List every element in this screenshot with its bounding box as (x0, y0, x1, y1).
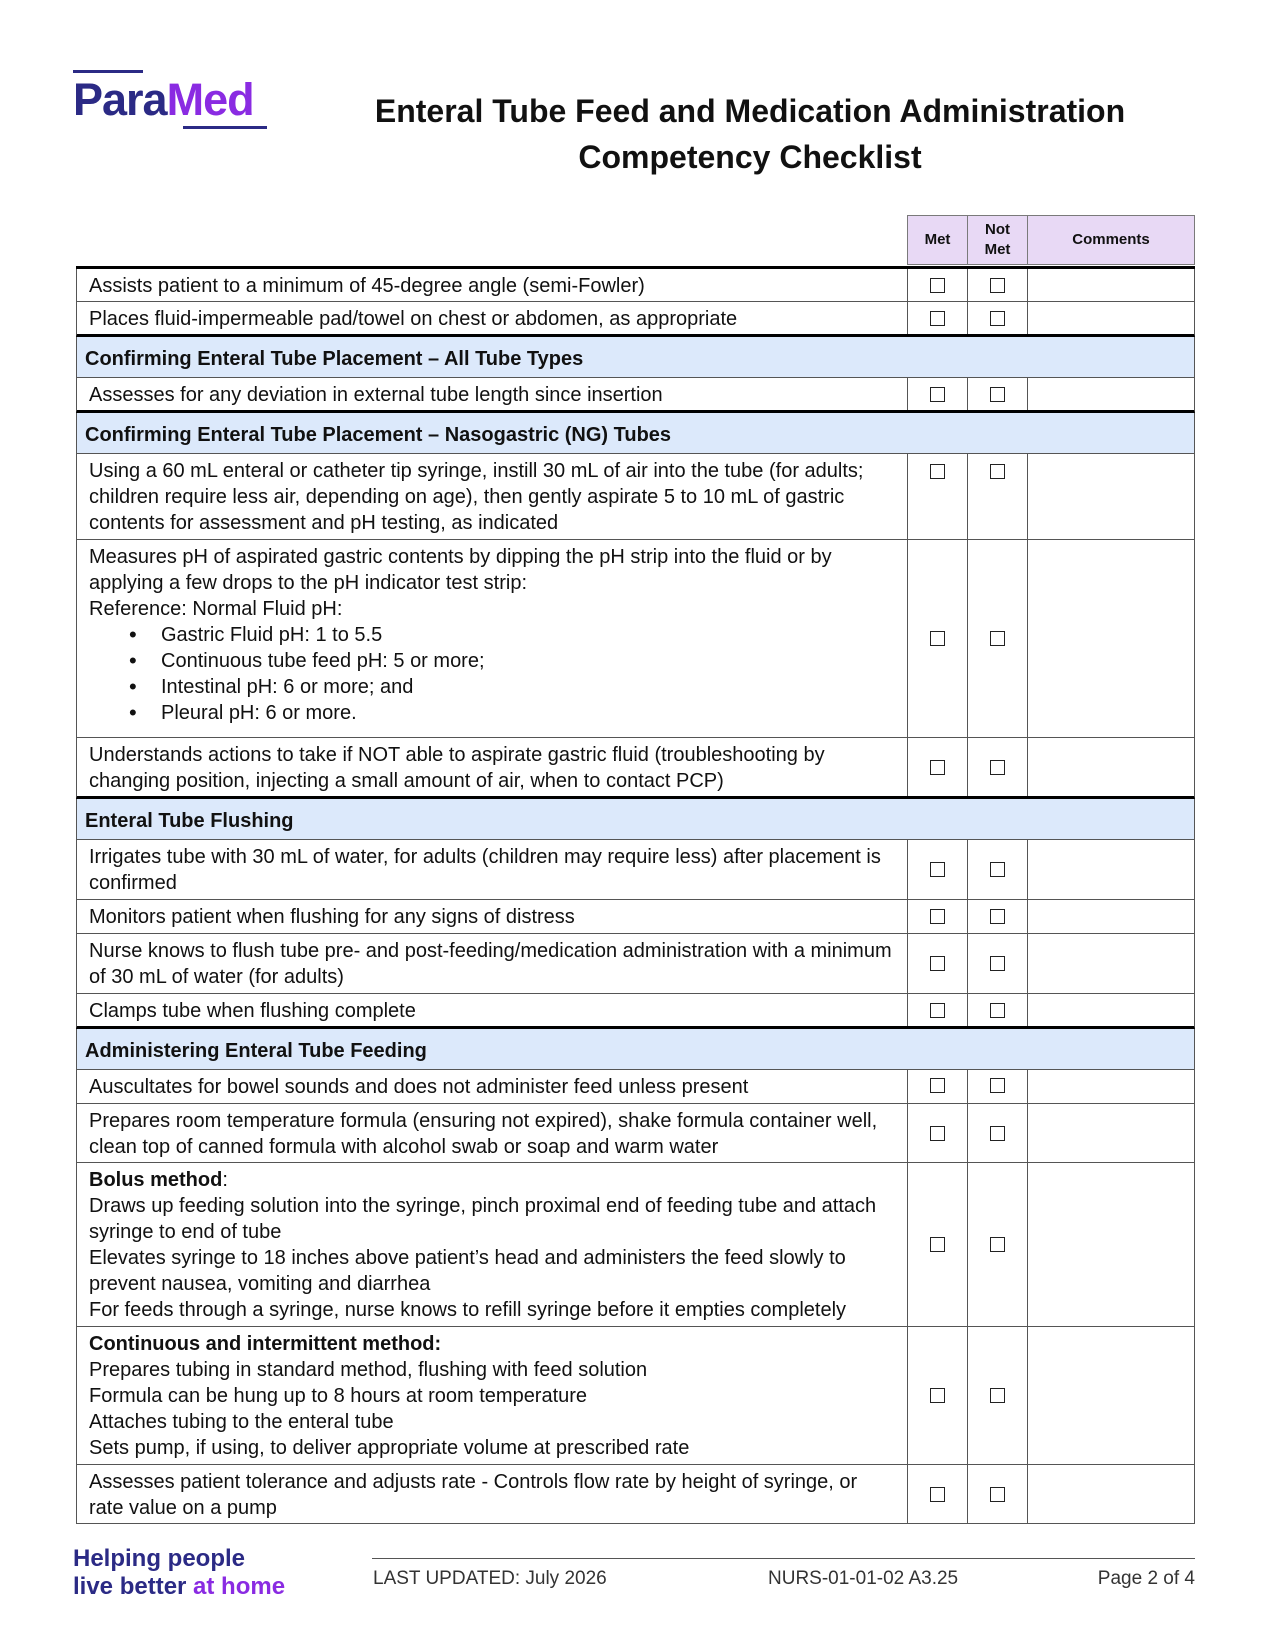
not-met-checkbox[interactable] (990, 1487, 1005, 1502)
not-met-cell (968, 994, 1028, 1026)
header-not-met (967, 215, 1028, 265)
met-checkbox[interactable] (930, 1003, 945, 1018)
met-checkbox[interactable] (930, 631, 945, 646)
not-met-cell (968, 302, 1028, 334)
header-met: Met (907, 215, 968, 265)
met-cell (908, 1163, 968, 1326)
not-met-cell (968, 540, 1028, 737)
table-row (76, 454, 1195, 540)
table-row (76, 269, 1195, 302)
not-met-cell (968, 1104, 1028, 1162)
table-row (76, 1070, 1195, 1104)
comments-cell[interactable] (1028, 738, 1194, 796)
not-met-checkbox[interactable] (990, 311, 1005, 326)
logo-overline (73, 70, 143, 73)
not-met-checkbox[interactable] (990, 1126, 1005, 1141)
section-heading: Enteral Tube Flushing (76, 799, 1195, 840)
list-item: • Gastric Fluid pH: 1 to 5.5 (129, 622, 895, 648)
row-text: Monitors patient when flushing for any signs of distress (77, 900, 908, 933)
table-row (76, 1163, 1195, 1327)
not-met-checkbox[interactable] (990, 1388, 1005, 1403)
list-item: • Pleural pH: 6 or more. (129, 700, 895, 726)
not-met-cell (968, 378, 1028, 410)
table-row (76, 934, 1195, 994)
table-row (76, 1104, 1195, 1163)
met-checkbox[interactable] (930, 1487, 945, 1502)
not-met-checkbox[interactable] (990, 631, 1005, 646)
met-cell (908, 1070, 968, 1103)
comments-cell[interactable] (1028, 900, 1194, 933)
continuous-line: Formula can be hung up to 8 hours at room temperature (89, 1385, 588, 1407)
met-checkbox[interactable] (930, 278, 945, 293)
row-text (77, 1327, 908, 1464)
row-text: Using a 60 mL enteral or catheter tip syringe, instill 30 mL of air into the tube (for adults; children require less air, depending on age), then gently aspirate 5 to 10 mL of gastric contents for assessment and pH testing, as indicated (77, 454, 908, 539)
met-cell (908, 840, 968, 899)
header-comments: Comments (1027, 215, 1195, 265)
continuous-line: Sets pump, if using, to deliver appropriate volume at prescribed rate (89, 1437, 690, 1459)
continuous-line: Prepares tubing in standard method, flushing with feed solution (89, 1359, 648, 1381)
ph-list (89, 622, 895, 726)
table-row (76, 1327, 1195, 1465)
comments-cell[interactable] (1028, 994, 1194, 1026)
bolus-line: Elevates syringe to 18 inches above patient’s head and administers the feed slowly to prevent nausea, vomiting and diarrhea (89, 1247, 846, 1295)
not-met-cell (968, 738, 1028, 796)
comments-cell[interactable] (1028, 1070, 1194, 1103)
met-cell (908, 1327, 968, 1464)
bolus-line: For feeds through a syringe, nurse knows to refill syringe before it empties completely (89, 1299, 847, 1321)
table-row (76, 738, 1195, 799)
footer-slogan (73, 1545, 285, 1601)
met-checkbox[interactable] (930, 862, 945, 877)
row-text: Places fluid-impermeable pad/towel on chest or abdomen, as appropriate (77, 302, 908, 334)
page-title (340, 88, 1160, 180)
met-checkbox[interactable] (930, 1078, 945, 1093)
row-text: Understands actions to take if NOT able to aspirate gastric fluid (troubleshooting by changing position, injecting a small amount of air, when to contact PCP) (77, 738, 908, 796)
not-met-checkbox[interactable] (990, 1078, 1005, 1093)
section-heading: Administering Enteral Tube Feeding (76, 1029, 1195, 1070)
bolus-title: Bolus method (89, 1169, 223, 1191)
slogan-line-2-b: at home (193, 1573, 286, 1600)
row-text: Assesses for any deviation in external tube length since insertion (77, 378, 908, 410)
met-checkbox[interactable] (930, 1126, 945, 1141)
met-cell (908, 378, 968, 410)
met-cell (908, 540, 968, 737)
section-heading: Confirming Enteral Tube Placement – All Tube Types (76, 337, 1195, 378)
table-row (76, 1465, 1195, 1524)
bolus-line: Draws up feeding solution into the syringe, pinch proximal end of feeding tube and attach syringe to end of tube (89, 1195, 877, 1243)
not-met-cell (968, 840, 1028, 899)
not-met-checkbox[interactable] (990, 464, 1005, 479)
comments-cell[interactable] (1028, 269, 1194, 301)
not-met-cell (968, 1070, 1028, 1103)
table-row (76, 540, 1195, 738)
met-cell (908, 454, 968, 539)
row-text (77, 1163, 908, 1326)
ph-reference: Reference: Normal Fluid pH: (89, 598, 343, 620)
met-cell (908, 900, 968, 933)
slogan-line-2-a: live better (73, 1573, 194, 1600)
list-item: • Intestinal pH: 6 or more; and (129, 674, 895, 700)
row-text: Assesses patient tolerance and adjusts rate - Controls flow rate by height of syringe, or rate value on a pump (77, 1465, 908, 1523)
bolus-colon: : (222, 1169, 228, 1191)
not-met-cell (968, 454, 1028, 539)
met-checkbox[interactable] (930, 1388, 945, 1403)
row-text (77, 540, 908, 737)
title-line-2: Competency Checklist (578, 139, 922, 175)
comments-cell[interactable] (1028, 540, 1194, 737)
not-met-checkbox[interactable] (990, 1003, 1005, 1018)
bolus-heading (89, 1167, 895, 1193)
last-updated: LAST UPDATED: July 2026 (373, 1568, 607, 1589)
not-met-checkbox[interactable] (990, 956, 1005, 971)
met-checkbox[interactable] (930, 387, 945, 402)
title-line-1: Enteral Tube Feed and Medication Administration (374, 93, 1126, 129)
row-text: Assists patient to a minimum of 45-degree angle (semi-Fowler) (77, 269, 908, 301)
comments-cell[interactable] (1028, 1104, 1194, 1162)
met-checkbox[interactable] (930, 1237, 945, 1252)
table-row (76, 900, 1195, 934)
comments-cell[interactable] (1028, 454, 1194, 539)
table-row (76, 302, 1195, 337)
document-code: NURS-01-01-02 A3.25 (768, 1568, 959, 1589)
not-met-checkbox[interactable] (990, 862, 1005, 877)
continuous-title: Continuous and intermittent method: (89, 1333, 442, 1355)
met-checkbox[interactable] (930, 956, 945, 971)
met-checkbox[interactable] (930, 311, 945, 326)
met-cell (908, 302, 968, 334)
page-number: Page 2 of 4 (1097, 1568, 1195, 1589)
row-text: Clamps tube when flushing complete (77, 994, 908, 1026)
not-met-cell (968, 1465, 1028, 1523)
met-checkbox[interactable] (930, 464, 945, 479)
comments-cell[interactable] (1028, 302, 1194, 334)
not-met-cell (968, 934, 1028, 993)
not-met-cell (968, 269, 1028, 301)
not-met-checkbox[interactable] (990, 1237, 1005, 1252)
met-checkbox[interactable] (930, 909, 945, 924)
met-cell (908, 269, 968, 301)
comments-cell[interactable] (1028, 1465, 1194, 1523)
not-met-cell (968, 900, 1028, 933)
section-heading: Confirming Enteral Tube Placement – Nasogastric (NG) Tubes (76, 413, 1195, 454)
logo-para: Para (73, 74, 167, 125)
comments-cell[interactable] (1028, 378, 1194, 410)
logo-underline (183, 126, 267, 129)
not-met-checkbox[interactable] (990, 278, 1005, 293)
met-cell (908, 1465, 968, 1523)
not-met-cell (968, 1327, 1028, 1464)
header-not-met-line1: Not (985, 221, 1010, 238)
table-row (76, 994, 1195, 1029)
row-text: Auscultates for bowel sounds and does not administer feed unless present (77, 1070, 908, 1103)
row-text: Nurse knows to flush tube pre- and post-feeding/medication administration with a minimum of 30 mL of water (for adults) (77, 934, 908, 993)
met-cell (908, 1104, 968, 1162)
comments-cell[interactable] (1028, 1163, 1194, 1326)
logo-med: Med (166, 74, 254, 125)
comments-cell[interactable] (1028, 934, 1194, 993)
not-met-checkbox[interactable] (990, 909, 1005, 924)
logo-wordmark (73, 74, 254, 126)
not-met-cell (968, 1163, 1028, 1326)
continuous-line: Attaches tubing to the enteral tube (89, 1411, 394, 1433)
list-item: • Continuous tube feed pH: 5 or more; (129, 648, 895, 674)
table-row (76, 840, 1195, 900)
footer-divider (372, 1558, 1195, 1559)
table-row (76, 378, 1195, 413)
header-not-met-line2: Met (984, 241, 1011, 258)
row-text: Prepares room temperature formula (ensuring not expired), shake formula container well, clean top of canned formula with alcohol swab or soap and warm water (77, 1104, 908, 1162)
comments-cell[interactable] (1028, 840, 1194, 899)
ph-intro: Measures pH of aspirated gastric contents by dipping the pH strip into the fluid or by applying a few drops to the pH indicator test strip: (89, 546, 832, 594)
checklist-table (76, 266, 1195, 1524)
met-cell (908, 738, 968, 796)
met-cell (908, 934, 968, 993)
comments-cell[interactable] (1028, 1327, 1194, 1464)
not-met-checkbox[interactable] (990, 760, 1005, 775)
slogan-line-1: Helping people (73, 1545, 246, 1572)
met-checkbox[interactable] (930, 760, 945, 775)
not-met-checkbox[interactable] (990, 387, 1005, 402)
row-text: Irrigates tube with 30 mL of water, for adults (children may require less) after placement is confirmed (77, 840, 908, 899)
met-cell (908, 994, 968, 1026)
slogan-line-2 (73, 1573, 285, 1601)
